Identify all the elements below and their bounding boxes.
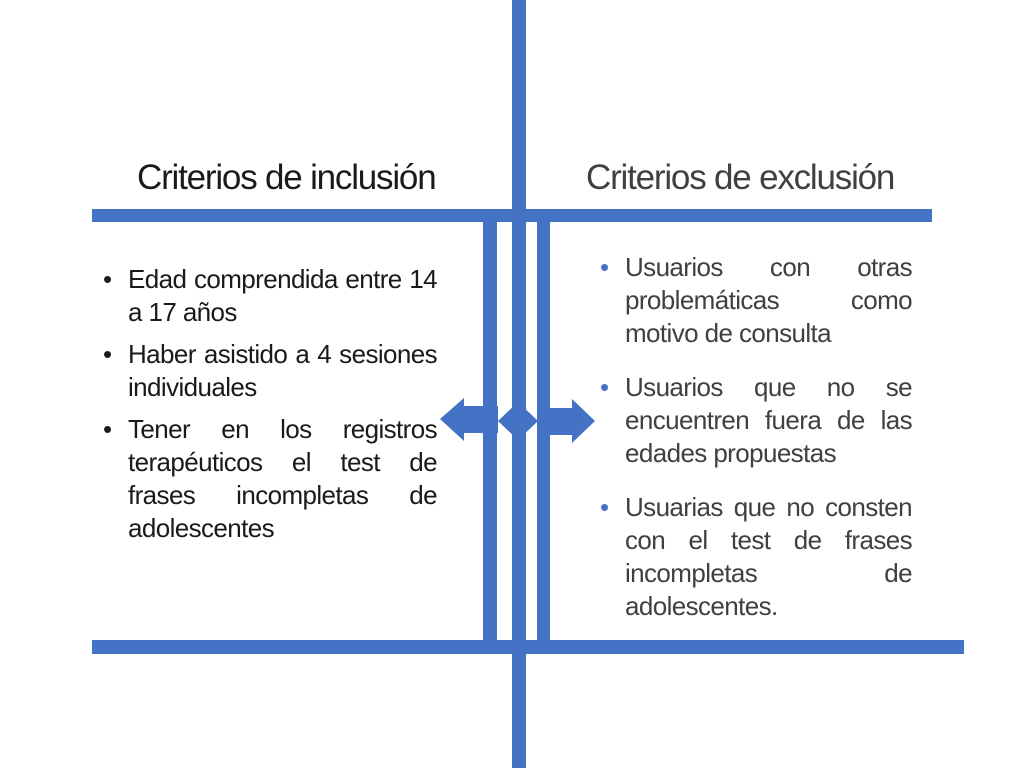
exclusion-item: • Usuarias que no consten con el test de frases incompletas de adolescentes. [598,491,912,623]
inclusion-item: • Tener en los registros terapéuticos el test de frases incompletas de adolescentes [101,413,437,545]
exclusion-list [598,251,912,644]
exclusion-item: • Usuarios que no se encuentren fuera de las edades propuestas [598,371,912,470]
inclusion-item: • Edad comprendida entre 14 a 17 años [101,263,437,329]
top-divider-left [92,209,512,222]
inclusion-item: • Haber asistido a 4 sesiones individuales [101,338,437,404]
exclusion-item: • Usuarios con otras problemáticas como motivo de consulta [598,251,912,350]
inner-vertical-line-left [483,222,497,640]
exclusion-heading: Criterios de exclusión [586,158,895,197]
top-divider-right [526,209,932,222]
inner-vertical-line-right [537,222,550,640]
inclusion-list [101,263,437,554]
inclusion-heading: Criterios de inclusión [137,158,436,197]
